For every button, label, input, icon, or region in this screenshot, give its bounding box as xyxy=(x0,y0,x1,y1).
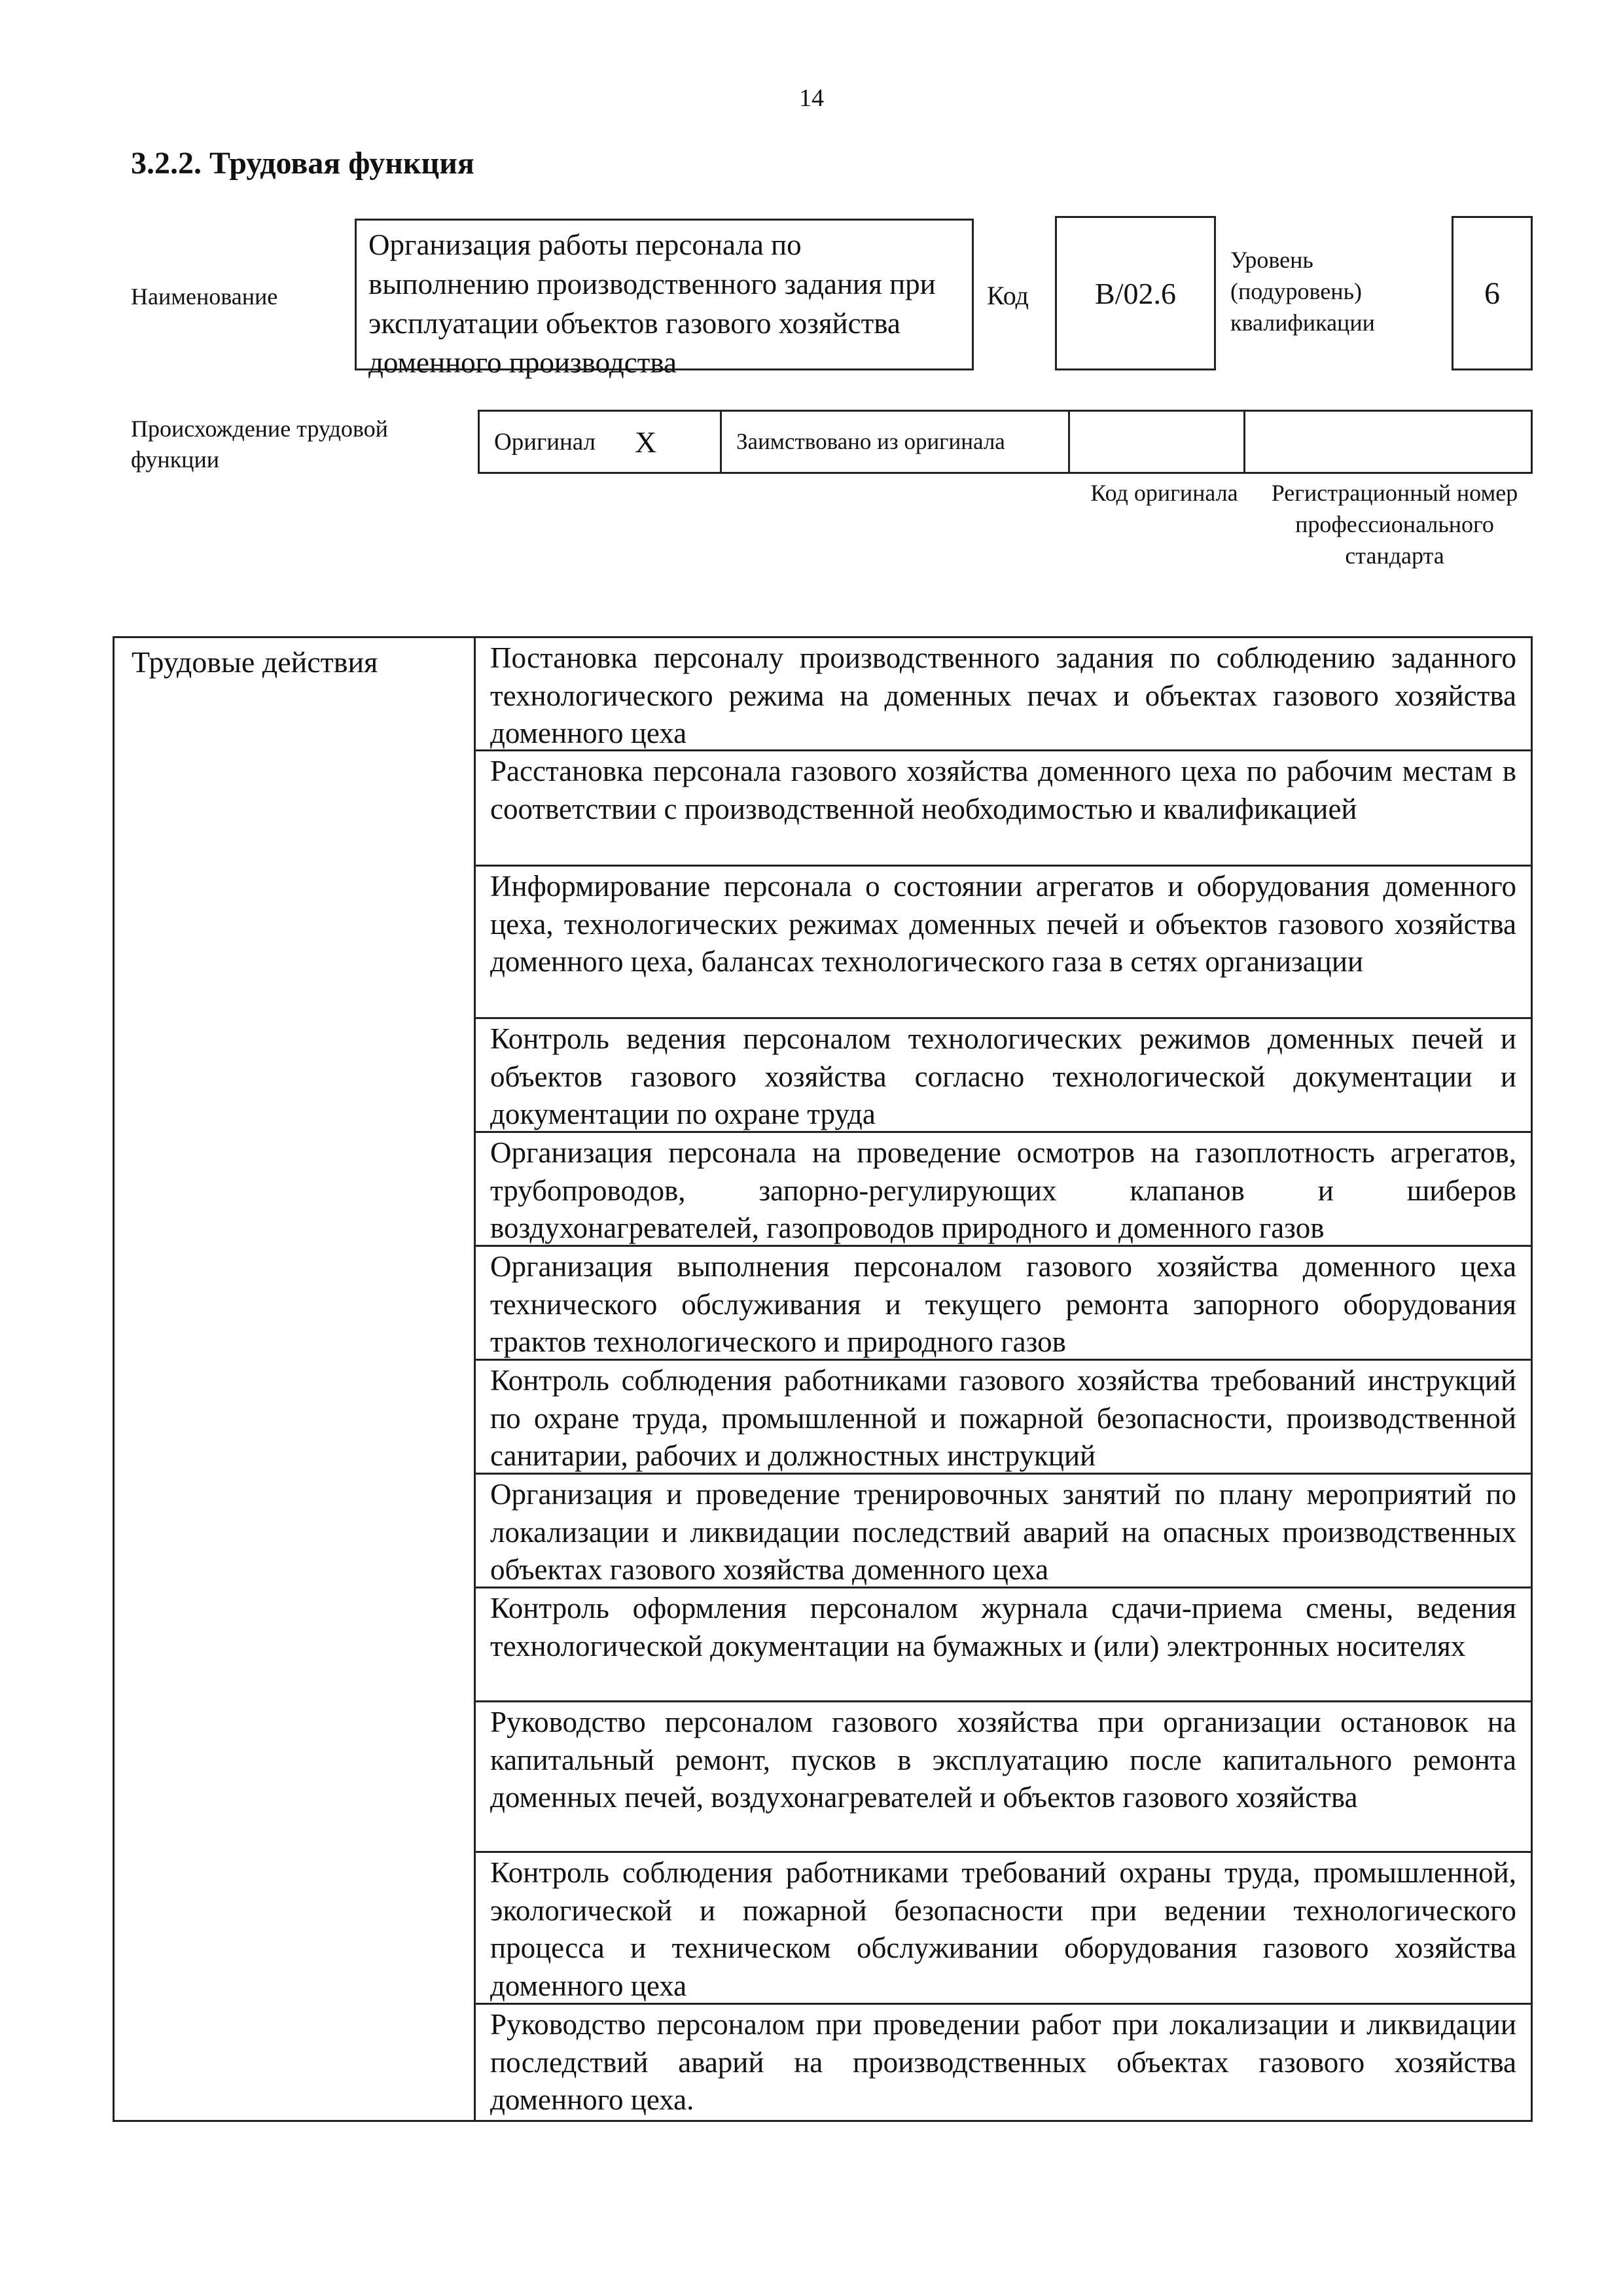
qualification-level-box xyxy=(1452,216,1533,370)
original-label: Оригинал xyxy=(494,428,596,456)
origin-label: Происхождение трудовой функции xyxy=(131,416,388,473)
borrowed-label: Заимствовано из оригинала xyxy=(736,429,1005,454)
reg-number-caption: Регистрационный номер профессионального стандарта xyxy=(1271,480,1518,569)
function-name-box: Организация работы персонала по выполнению производственного задания при эксплуатации объектов газового хозяйства доменного производства xyxy=(355,219,974,370)
name-label: Наименование xyxy=(131,283,278,310)
labor-actions-table xyxy=(113,636,1533,2122)
table-row: Контроль ведения персоналом технологических режимов доменных печей и объектов газового хозяйства согласно технологической документации и документации по охране труда xyxy=(476,1019,1531,1133)
code-label: Код xyxy=(987,281,1029,310)
origin-reg-number-cell xyxy=(1245,412,1531,472)
origin-borrowed-cell xyxy=(722,412,1070,472)
origin-original-cell xyxy=(480,412,722,472)
table-row: Контроль оформления персоналом журнала сдачи-приема смены, ведения технологической документации на бумажных и (или) электронных носителях xyxy=(476,1588,1531,1702)
qualification-level-label: Уровень (подуровень) квалификации xyxy=(1230,247,1375,336)
labor-actions-list xyxy=(476,638,1531,2120)
table-row: Постановка персоналу производственного задания по соблюдению заданного технологического режима на доменных печах и объектах газового хозяйства доменного цеха xyxy=(476,638,1531,751)
code-original-caption: Код оригинала xyxy=(1090,480,1238,506)
table-row: Организация выполнения персоналом газового хозяйства доменного цеха технического обслуживания и текущего ремонта запорного оборудования трактов технологического и природного газов xyxy=(476,1247,1531,1361)
table-row: Руководство персоналом газового хозяйства при организации остановок на капитальный ремонт, пусков в эксплуатацию после капитального ремонта доменных печей, воздухонагревателей и объектов газового хозяйства xyxy=(476,1702,1531,1853)
code-box xyxy=(1055,216,1216,370)
section-title: 3.2.2. Трудовая функция xyxy=(131,146,474,181)
original-mark: X xyxy=(635,425,657,459)
origin-table xyxy=(478,410,1533,474)
labor-actions-label: Трудовые действия xyxy=(115,638,476,2120)
table-row: Расстановка персонала газового хозяйства доменного цеха по рабочим местам в соответствии с производственной необходимостью и квалификацией xyxy=(476,751,1531,867)
table-row: Организация и проведение тренировочных занятий по плану мероприятий по локализации и ликвидации последствий аварий на опасных производственных объектах газового хозяйства доменного цеха xyxy=(476,1475,1531,1588)
qualification-level-value: 6 xyxy=(1484,276,1500,311)
table-row: Информирование персонала о состоянии агрегатов и оборудования доменного цеха, технологических режимах доменных печей и объектов газового хозяйства доменного цеха, балансах технологического газа в сетях организации xyxy=(476,867,1531,1019)
origin-code-cell xyxy=(1070,412,1245,472)
page-number: 14 xyxy=(799,84,824,112)
table-row: Контроль соблюдения работниками газового хозяйства требований инструкций по охране труда, промышленной и пожарной безопасности, производственной санитарии, рабочих и должностных инструкций xyxy=(476,1361,1531,1475)
table-row: Контроль соблюдения работниками требований охраны труда, промышленной, экологической и пожарной безопасности при ведении технологического процесса и техническом обслуживании оборудования газового хозяйства доменного цеха xyxy=(476,1853,1531,2005)
table-row: Организация персонала на проведение осмотров на газоплотность агрегатов, трубопроводов, запорно-регулирующих клапанов и шиберов воздухонагревателей, газопроводов природного и доменного газов xyxy=(476,1133,1531,1247)
code-value: B/02.6 xyxy=(1095,276,1176,310)
table-row: Руководство персоналом при проведении работ при локализации и ликвидации последствий аварий на производственных объектах газового хозяйства доменного цеха. xyxy=(490,2008,1516,2116)
